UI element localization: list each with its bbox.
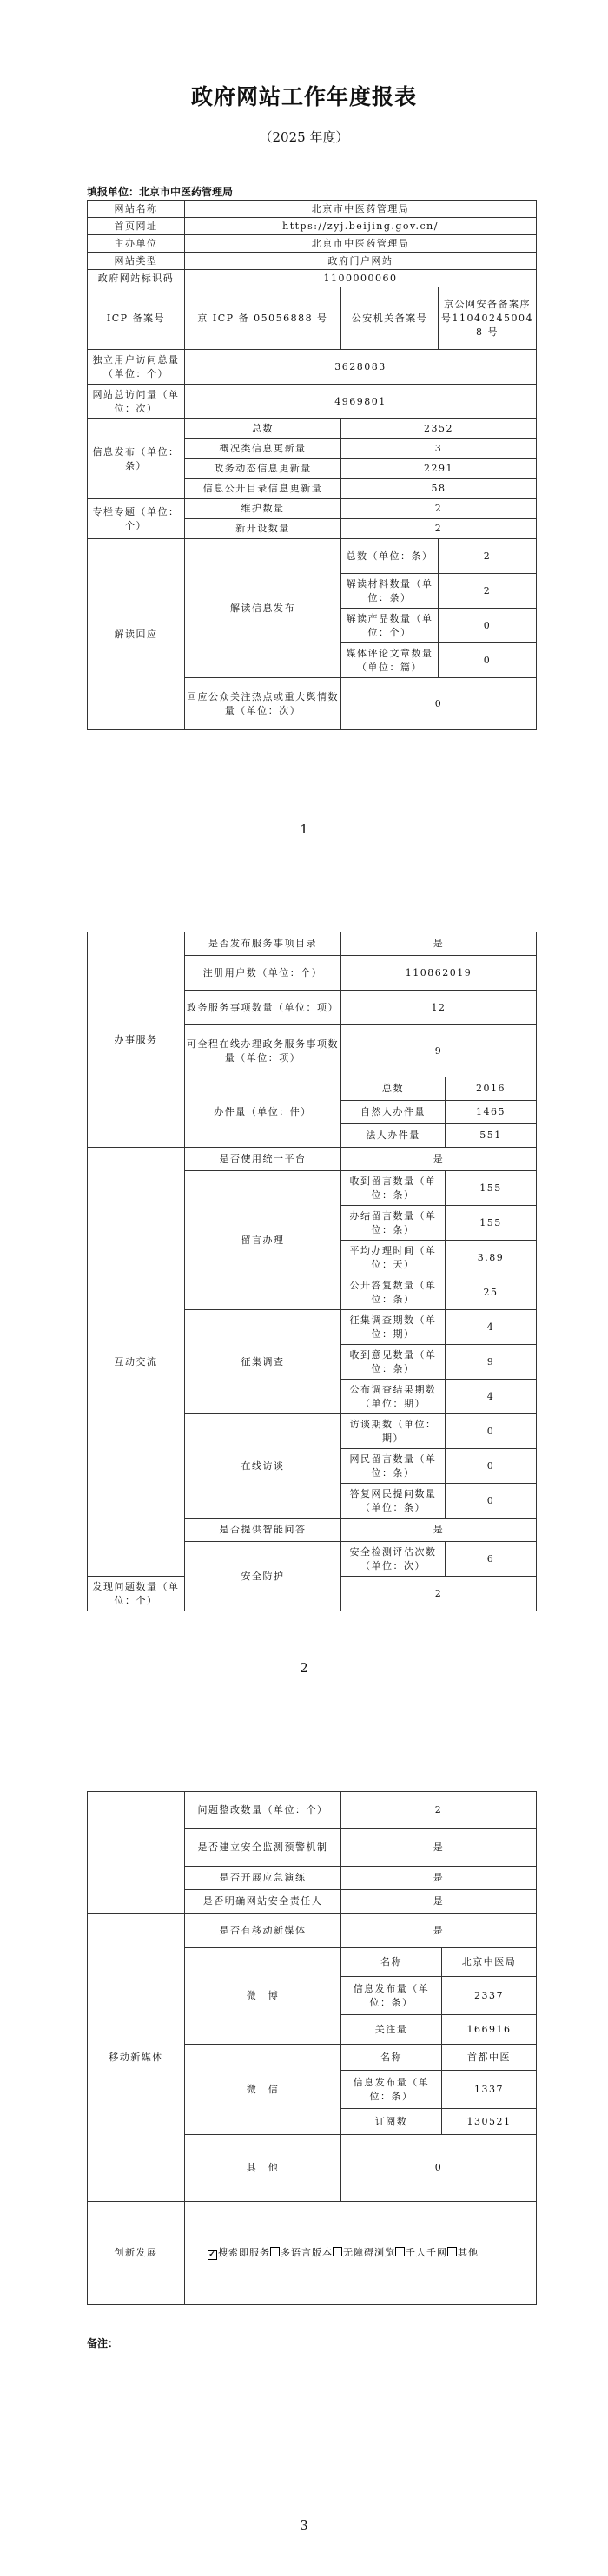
value: 551 [446,1124,537,1148]
section-label: 创新发展 [88,2202,185,2305]
value: 130521 [442,2109,537,2135]
label: 发现问题数量（单位：个） [88,1577,185,1611]
label: 收到留言数量（单位：条） [341,1171,446,1206]
option-personalized[interactable] [395,2247,447,2258]
value: 166916 [442,2015,537,2045]
value: 2 [341,519,537,539]
value: 110862019 [341,956,537,991]
label: 主办单位 [88,235,185,253]
value: 4 [446,1380,537,1414]
label: 政府网站标识码 [88,270,185,287]
report-year: （2025 年度） [259,129,349,145]
label: 政务动态信息更新量 [185,459,341,479]
sub-label: 征集调查 [185,1310,341,1414]
value: 2 [341,1792,537,1829]
report-table-page1 [87,200,537,730]
value: 12 [341,991,537,1025]
label: 信息发布量（单位：条） [341,1977,442,2015]
value: 京 ICP 备 05056888 号 [185,287,341,350]
notes-label: 备注： [87,2337,119,2349]
value: 0 [439,643,537,678]
row-site-name [88,201,537,218]
label: 订阅数 [341,2109,442,2135]
page-number: 1 [300,821,308,837]
label: 平均办理时间（单位：天） [341,1241,446,1275]
value: 3 [341,439,537,459]
option-label: 搜索即服务 [218,2247,270,2258]
option-label: 无障碍浏览 [343,2247,395,2258]
label: 可全程在线办理政务服务事项数量（单位：项） [185,1025,341,1077]
section-label: 解读回应 [88,539,185,730]
value: 是 [341,1867,537,1890]
label: 总数（单位：条） [341,539,439,574]
value: 2016 [446,1077,537,1101]
value: 2352 [341,419,537,439]
label: 收到意见数量（单位：条） [341,1345,446,1380]
value: 首都中医 [442,2045,537,2071]
row-sponsor [88,235,537,253]
option-search-service[interactable] [208,2247,270,2258]
checkbox-checked-icon[interactable]: ✓ [208,2250,216,2259]
section-label: 安全防护 [185,1542,341,1611]
checkbox-unchecked-icon[interactable] [333,2247,342,2256]
label: 首页网址 [88,218,185,235]
label: 是否发布服务事项目录 [185,932,341,956]
report-title: 政府网站工作年度报表 [190,84,417,109]
row-icp [88,287,537,350]
sub-label: 在线访谈 [185,1414,341,1519]
section-label: 信息发布（单位：条） [88,419,185,499]
option-label: 千人千网 [406,2247,447,2258]
label: 政务服务事项数量（单位：项） [185,991,341,1025]
value: 是 [341,1519,537,1542]
checkbox-unchecked-icon[interactable] [395,2247,405,2256]
section-label: 办事服务 [88,932,185,1148]
row-innovation [88,2202,537,2305]
label: 答复网民提问数量（单位：条） [341,1484,446,1519]
section-label-empty [88,1792,185,1914]
label: 信息发布量（单位：条） [341,2071,442,2109]
sub-label: 办件量（单位：件） [185,1077,341,1148]
value: 58 [341,479,537,499]
label: 公开答复数量（单位：条） [341,1275,446,1310]
value: 0 [446,1414,537,1449]
value: 是 [341,1914,537,1948]
value: 0 [446,1484,537,1519]
option-other[interactable] [447,2247,479,2258]
checkbox-unchecked-icon[interactable] [447,2247,457,2256]
label: 是否使用统一平台 [185,1148,341,1171]
value: 1337 [442,2071,537,2109]
value: 2337 [442,1977,537,2015]
label: 安全检测评估次数（单位：次） [341,1542,446,1577]
sub-label: 其 他 [185,2135,341,2202]
value: 1465 [446,1101,537,1124]
label: 公布调查结果期数（单位：期） [341,1380,446,1414]
checkbox-unchecked-icon[interactable] [270,2247,280,2256]
value: 2 [341,1577,537,1611]
page-number: 2 [300,1660,308,1676]
label: 问题整改数量（单位：个） [185,1792,341,1829]
row-home-url [88,218,537,235]
section-label: 专栏专题（单位：个） [88,499,185,539]
label: 网站名称 [88,201,185,218]
label: 名称 [341,2045,442,2071]
value: 2 [341,499,537,519]
label: 新开设数量 [185,519,341,539]
report-table-page2 [87,932,537,1611]
row-info-total [88,419,537,439]
report-table-page3 [87,1791,537,2305]
sub-label: 微 博 [185,1948,341,2045]
value: 2 [439,574,537,609]
label: 关注量 [341,2015,442,2045]
value: 9 [446,1345,537,1380]
value: 0 [341,2135,537,2202]
home-url-link[interactable]: https://zyj.beijing.gov.cn/ [185,218,537,235]
value: 0 [341,678,537,730]
label: 是否开展应急演练 [185,1867,341,1890]
row-site-code [88,270,537,287]
value: 是 [341,1829,537,1867]
filler-unit: 填报单位：北京市中医药管理局 [87,186,234,198]
row-site-type [88,253,537,270]
label: 回应公众关注热点或重大舆情数量（单位：次） [185,678,341,730]
value: 北京中医局 [442,1948,537,1977]
row-platform [88,1148,537,1171]
sub-label: 解读信息发布 [185,539,341,678]
label: 信息公开目录信息更新量 [185,479,341,499]
value: 是 [341,1148,537,1171]
label: 是否提供智能问答 [185,1519,341,1542]
row-unique-visitors [88,350,537,385]
value: 3628083 [185,350,537,385]
value: 北京市中医药管理局 [185,201,537,218]
value: 北京市中医药管理局 [185,235,537,253]
section-label: 互动交流 [88,1148,185,1577]
value: 6 [446,1542,537,1577]
label: 访谈期数（单位：期） [341,1414,446,1449]
label: 网民留言数量（单位：条） [341,1449,446,1484]
page-number: 3 [300,2518,308,2533]
sub-label: 微 信 [185,2045,341,2135]
value: 4969801 [185,385,537,419]
value: 4 [446,1310,537,1345]
value: 25 [446,1275,537,1310]
value: 是 [341,1890,537,1914]
label: 是否明确网站安全责任人 [185,1890,341,1914]
option-label: 多语言版本 [281,2247,333,2258]
label: 注册用户数（单位：个） [185,956,341,991]
option-multilingual[interactable] [270,2247,333,2258]
label: 维护数量 [185,499,341,519]
label: 总数 [185,419,341,439]
value: 京公网安备备案序号110402450048 号 [439,287,537,350]
label: 是否建立安全监测预警机制 [185,1829,341,1867]
label: 概况类信息更新量 [185,439,341,459]
value: 2291 [341,459,537,479]
value: 155 [446,1171,537,1206]
value: 政府门户网站 [185,253,537,270]
value: 2 [439,539,537,574]
row-media-has [88,1914,537,1948]
label: 网站类型 [88,253,185,270]
row-total-visits [88,385,537,419]
sub-label: 留言办理 [185,1171,341,1310]
row-interp-total [88,539,537,574]
value: 0 [446,1449,537,1484]
label: 法人办件量 [341,1124,446,1148]
option-label: 其他 [458,2247,479,2258]
section-label: 移动新媒体 [88,1914,185,2202]
row-service-catalog [88,932,537,956]
label: 自然人办件量 [341,1101,446,1124]
label: 独立用户访问总量（单位：个） [88,350,185,385]
label: 解读材料数量（单位：条） [341,574,439,609]
value: 3.89 [446,1241,537,1275]
value: 0 [439,609,537,643]
label: 解读产品数量（单位：个） [341,609,439,643]
label: 总数 [341,1077,446,1101]
label: 办结留言数量（单位：条） [341,1206,446,1241]
option-accessibility[interactable] [333,2247,395,2258]
value: 1100000060 [185,270,537,287]
innovation-options [185,2202,537,2305]
label: 征集调查期数（单位：期） [341,1310,446,1345]
label: 名称 [341,1948,442,1977]
label: 是否有移动新媒体 [185,1914,341,1948]
label: 媒体评论文章数量（单位：篇） [341,643,439,678]
row-sec-fixed [88,1792,537,1829]
row-columns-maintain [88,499,537,519]
label: 网站总访问量（单位：次） [88,385,185,419]
value: 155 [446,1206,537,1241]
label: ICP 备案号 [88,287,185,350]
value: 是 [341,932,537,956]
value: 9 [341,1025,537,1077]
label: 公安机关备案号 [341,287,439,350]
